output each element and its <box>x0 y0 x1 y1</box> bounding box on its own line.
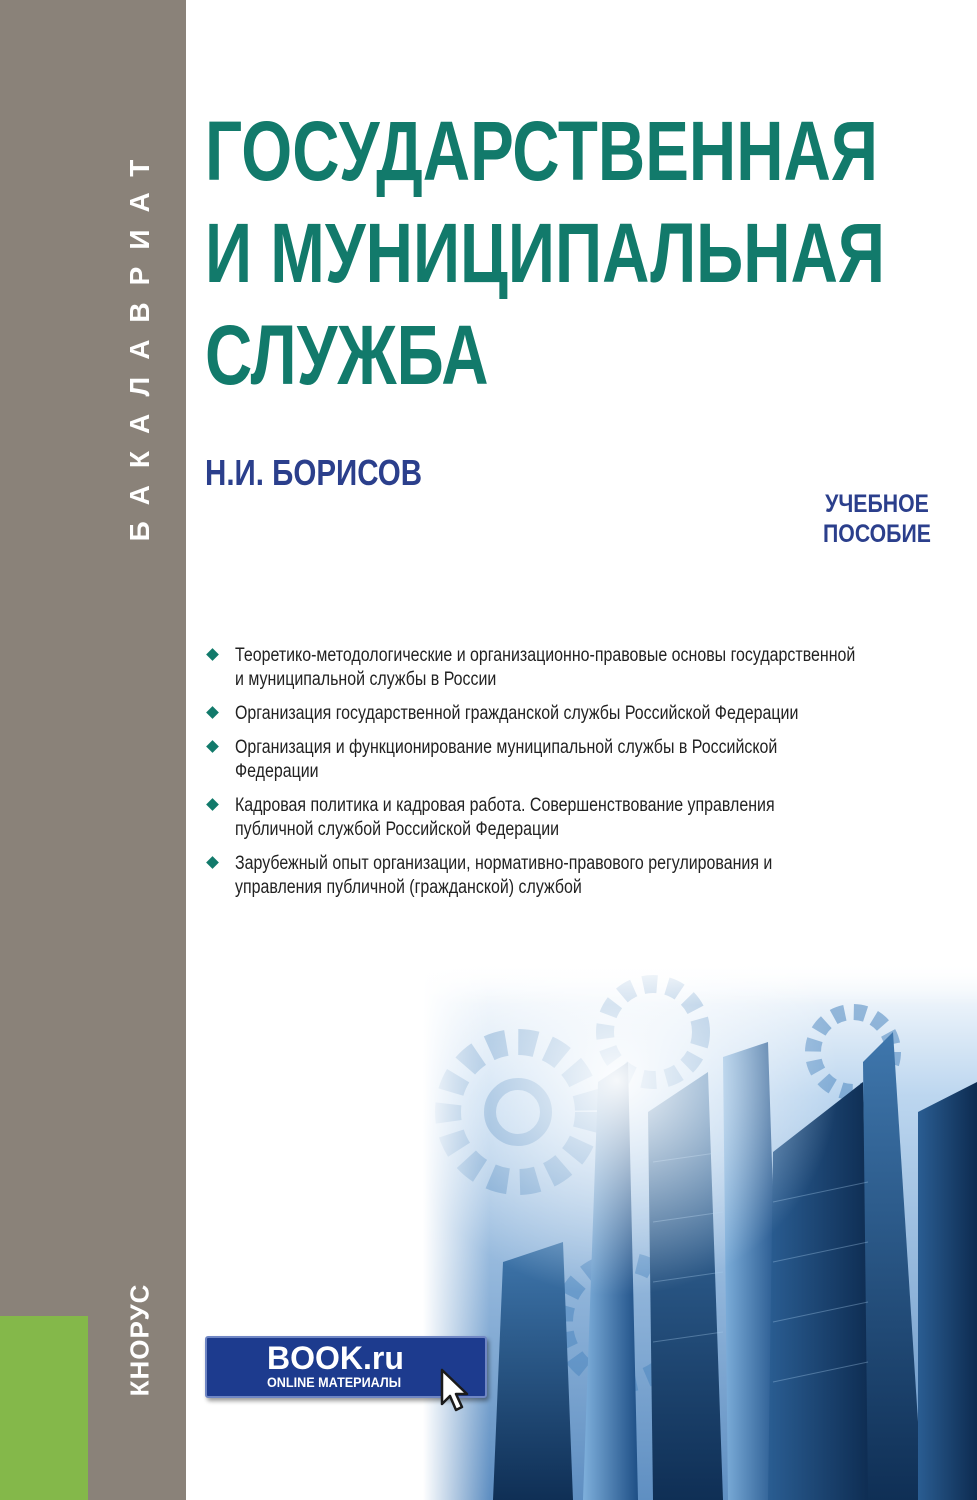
topic-text: Организация и функционирование муниципальной службы в Российской Федерации <box>235 737 778 782</box>
author-name: Н.И. БОРИСОВ <box>205 452 423 493</box>
book-spine <box>0 0 186 1500</box>
diamond-bullet-icon <box>206 798 219 811</box>
topic-item <box>206 702 975 726</box>
diamond-bullet-icon <box>206 648 219 661</box>
topic-text: Организация государственной гражданской службы Российской Федерации <box>235 703 799 724</box>
topic-item <box>206 736 975 784</box>
diamond-bullet-icon <box>206 706 219 719</box>
title-line: СЛУЖБА <box>205 308 489 402</box>
diamond-bullet-icon <box>206 740 219 753</box>
cover-illustration <box>423 962 977 1500</box>
topics-list <box>206 644 975 910</box>
book-title <box>205 100 885 406</box>
topic-item <box>206 852 975 900</box>
topic-item <box>206 644 975 692</box>
mouse-cursor-icon <box>440 1368 470 1414</box>
document-type <box>823 489 931 549</box>
topic-text: Теоретико-методологические и организационно-правовые основы государственной и муниципальной службы в России <box>235 645 856 690</box>
skyscrapers-gears-image <box>423 962 977 1500</box>
series-label: БАКАЛАВРИАТ <box>124 142 155 542</box>
document-type-line: ПОСОБИЕ <box>823 520 931 548</box>
title-line: И МУНИЦИПАЛЬНАЯ <box>205 206 886 300</box>
publisher-label: КНОРУС <box>124 1283 155 1397</box>
diamond-bullet-icon <box>206 856 219 869</box>
badge-subtitle: ONLINE МАТЕРИАЛЫ <box>267 1374 402 1390</box>
topic-text: Зарубежный опыт организации, нормативно-правового регулирования и управления публичной (гражданской) службой <box>235 853 773 898</box>
topic-text: Кадровая политика и кадровая работа. Совершенствование управления публичной службой Российской Федерации <box>235 795 775 840</box>
topic-item <box>206 794 975 842</box>
publisher-block <box>0 1316 88 1500</box>
badge-title: BOOK.ru <box>267 1340 404 1376</box>
document-type-line: УЧЕБНОЕ <box>825 490 929 518</box>
title-line: ГОСУДАРСТВЕННАЯ <box>205 104 878 198</box>
